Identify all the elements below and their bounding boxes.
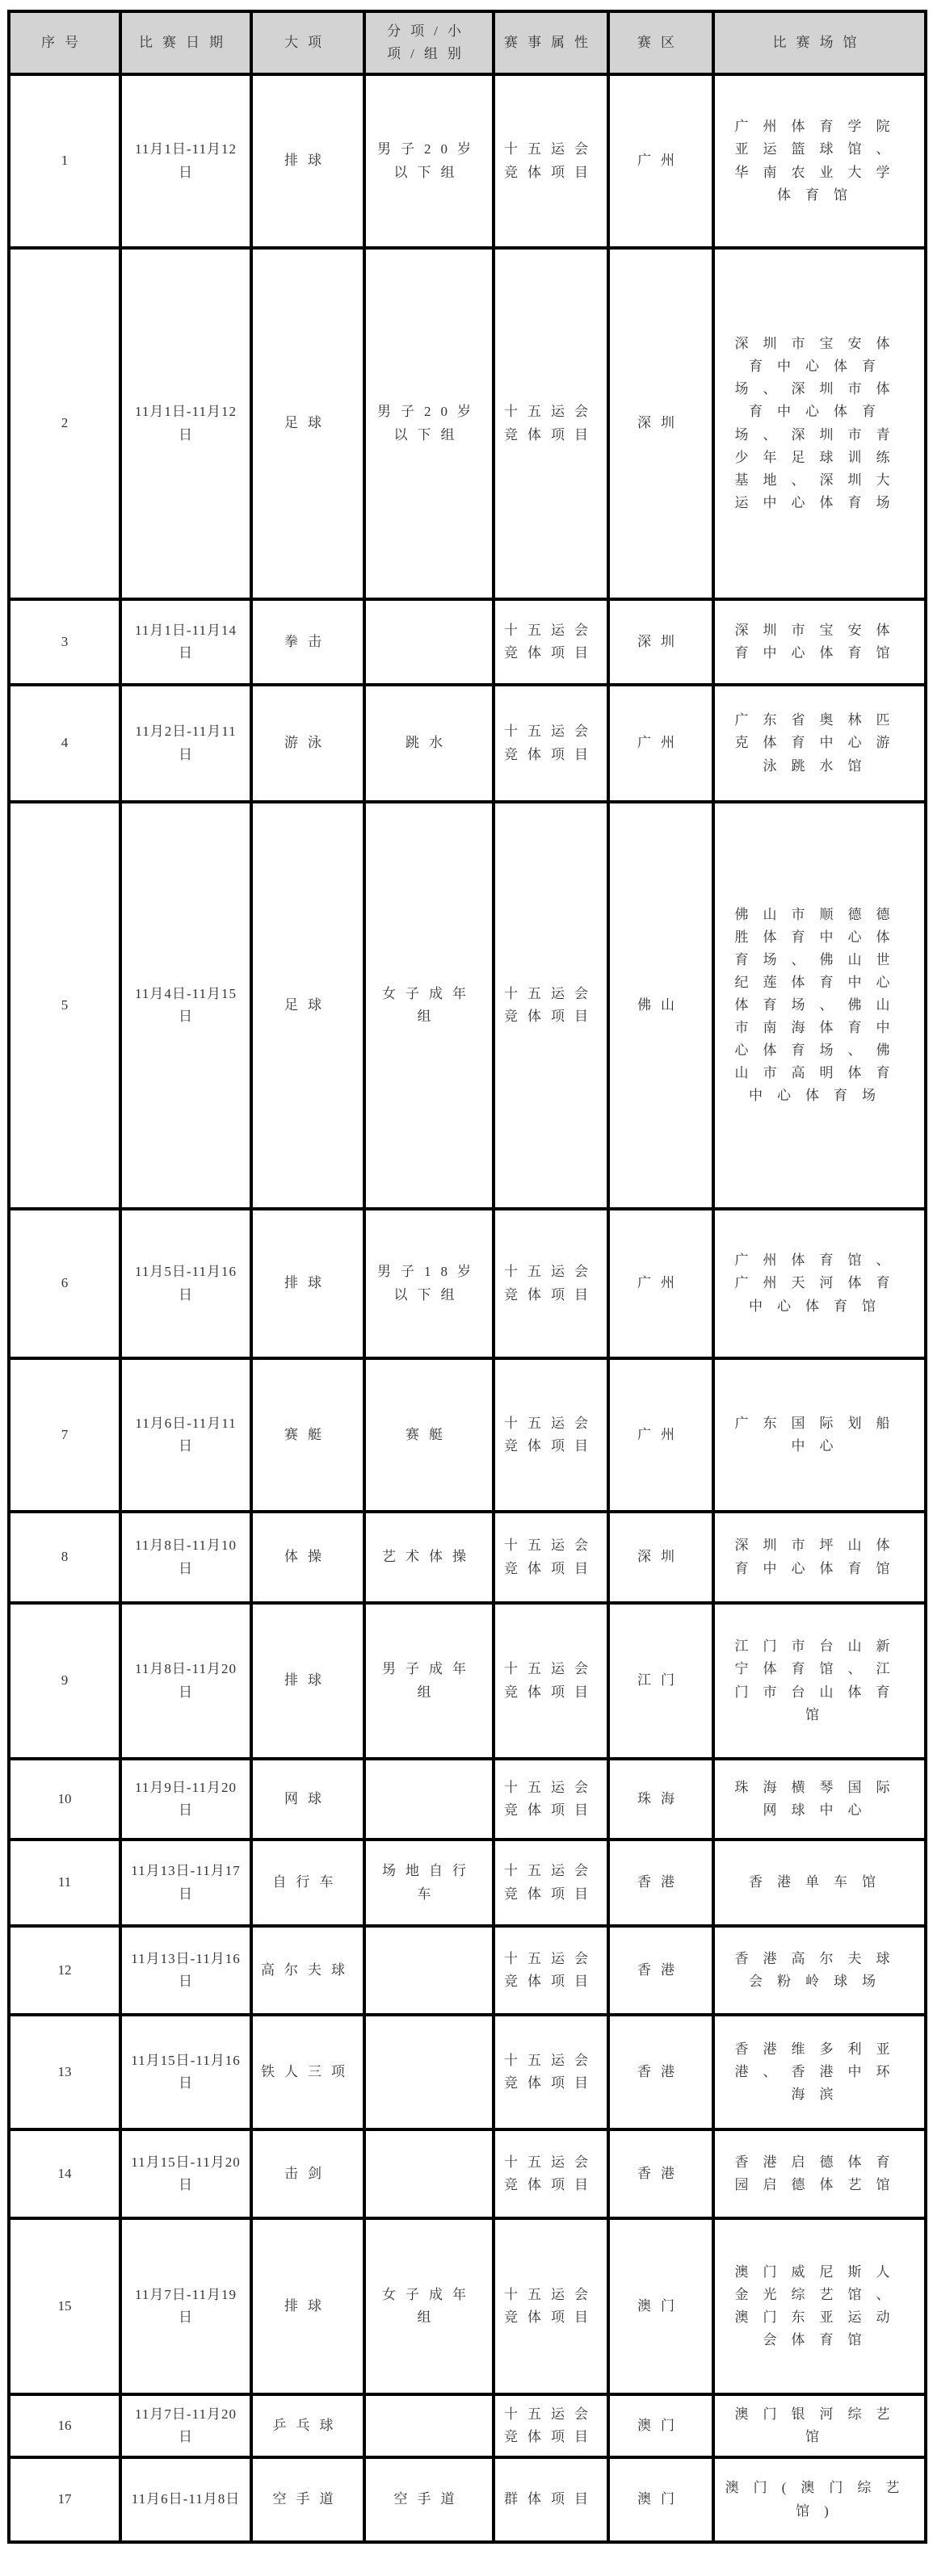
table-row	[9, 2129, 926, 2218]
cell-zone: 深圳	[608, 599, 713, 685]
cell-attribute: 十五运会竞体项目	[494, 1759, 608, 1840]
column-header-number: 序号	[9, 11, 120, 74]
cell-attribute: 十五运会竞体项目	[494, 1209, 608, 1358]
cell-attribute: 十五运会竞体项目	[494, 2129, 608, 2218]
column-header-attribute: 赛事属性	[494, 11, 608, 74]
table-row	[9, 599, 926, 685]
cell-venue: 佛山市顺德德胜体育中心体育场、佛山世纪莲体育中心体育场、佛山市南海体育中心体育场、佛山市高明体育中心体育场	[713, 802, 926, 1209]
cell-group: 场地自行车	[364, 1840, 494, 1926]
table-row	[9, 2394, 926, 2457]
table-row	[9, 74, 926, 248]
cell-zone: 香港	[608, 2015, 713, 2129]
cell-attribute: 十五运会竞体项目	[494, 802, 608, 1209]
cell-attribute: 十五运会竞体项目	[494, 2015, 608, 2129]
cell-number: 6	[9, 1209, 120, 1358]
cell-date: 11月7日-11月19日	[120, 2218, 251, 2394]
cell-number: 1	[9, 74, 120, 248]
table-row	[9, 1759, 926, 1840]
cell-attribute: 十五运会竞体项目	[494, 248, 608, 599]
cell-date: 11月6日-11月11日	[120, 1358, 251, 1512]
cell-venue: 广东国际划船中心	[713, 1358, 926, 1512]
cell-number: 3	[9, 599, 120, 685]
cell-date: 11月1日-11月12日	[120, 74, 251, 248]
cell-sport: 排球	[251, 74, 364, 248]
cell-venue: 深圳市宝安体育中心体育场、深圳市体育中心体育场、深圳市青少年足球训练基地、深圳大运中心体育场	[713, 248, 926, 599]
cell-sport: 赛艇	[251, 1358, 364, 1512]
cell-number: 5	[9, 802, 120, 1209]
cell-attribute: 十五运会竞体项目	[494, 685, 608, 802]
cell-attribute: 十五运会竞体项目	[494, 1840, 608, 1926]
cell-venue: 广东省奥林匹克体育中心游泳跳水馆	[713, 685, 926, 802]
cell-group: 艺术体操	[364, 1512, 494, 1603]
cell-group	[364, 2015, 494, 2129]
cell-attribute: 群体项目	[494, 2457, 608, 2542]
cell-sport: 乒乓球	[251, 2394, 364, 2457]
cell-number: 17	[9, 2457, 120, 2542]
cell-group	[364, 1926, 494, 2015]
cell-zone: 香港	[608, 2129, 713, 2218]
cell-sport: 击剑	[251, 2129, 364, 2218]
table-row	[9, 1209, 926, 1358]
cell-group	[364, 2394, 494, 2457]
column-header-date: 比赛日期	[120, 11, 251, 74]
cell-number: 7	[9, 1358, 120, 1512]
cell-venue: 香港维多利亚港、香港中环海滨	[713, 2015, 926, 2129]
cell-venue: 江门市台山新宁体育馆、江门市台山体育馆	[713, 1603, 926, 1759]
cell-group: 女子成年组	[364, 2218, 494, 2394]
cell-sport: 足球	[251, 248, 364, 599]
table-row	[9, 1926, 926, 2015]
cell-zone: 香港	[608, 1840, 713, 1926]
cell-venue: 广州体育馆、广州天河体育中心体育馆	[713, 1209, 926, 1358]
cell-group	[364, 599, 494, 685]
cell-number: 10	[9, 1759, 120, 1840]
column-header-group: 分项/小项/组别	[364, 11, 494, 74]
cell-sport: 空手道	[251, 2457, 364, 2542]
cell-sport: 自行车	[251, 1840, 364, 1926]
cell-zone: 深圳	[608, 1512, 713, 1603]
cell-number: 4	[9, 685, 120, 802]
cell-date: 11月8日-11月20日	[120, 1603, 251, 1759]
cell-zone: 深圳	[608, 248, 713, 599]
cell-group: 男子成年组	[364, 1603, 494, 1759]
cell-group: 赛艇	[364, 1358, 494, 1512]
cell-venue: 香港高尔夫球会粉岭球场	[713, 1926, 926, 2015]
cell-venue: 澳门银河综艺馆	[713, 2394, 926, 2457]
table-row	[9, 1603, 926, 1759]
cell-number: 15	[9, 2218, 120, 2394]
table-body	[9, 74, 926, 2542]
cell-date: 11月6日-11月8日	[120, 2457, 251, 2542]
cell-attribute: 十五运会竞体项目	[494, 1603, 608, 1759]
cell-date: 11月7日-11月20日	[120, 2394, 251, 2457]
cell-date: 11月13日-11月17日	[120, 1840, 251, 1926]
table-row	[9, 685, 926, 802]
cell-sport: 拳击	[251, 599, 364, 685]
cell-zone: 广州	[608, 74, 713, 248]
cell-attribute: 十五运会竞体项目	[494, 2218, 608, 2394]
cell-group: 女子成年组	[364, 802, 494, 1209]
cell-date: 11月2日-11月11日	[120, 685, 251, 802]
cell-zone: 澳门	[608, 2394, 713, 2457]
cell-date: 11月1日-11月14日	[120, 599, 251, 685]
cell-venue: 珠海横琴国际网球中心	[713, 1759, 926, 1840]
cell-attribute: 十五运会竞体项目	[494, 1512, 608, 1603]
cell-attribute: 十五运会竞体项目	[494, 2394, 608, 2457]
table-row	[9, 2015, 926, 2129]
cell-number: 2	[9, 248, 120, 599]
cell-sport: 铁人三项	[251, 2015, 364, 2129]
table-row	[9, 1840, 926, 1926]
cell-number: 13	[9, 2015, 120, 2129]
cell-group: 男子20岁以下组	[364, 248, 494, 599]
cell-attribute: 十五运会竞体项目	[494, 74, 608, 248]
competition-schedule-table	[7, 10, 927, 2544]
cell-sport: 排球	[251, 1603, 364, 1759]
cell-date: 11月4日-11月15日	[120, 802, 251, 1209]
column-header-venue: 比赛场馆	[713, 11, 926, 74]
cell-zone: 广州	[608, 685, 713, 802]
cell-date: 11月15日-11月20日	[120, 2129, 251, 2218]
column-header-sport: 大项	[251, 11, 364, 74]
cell-group	[364, 1759, 494, 1840]
cell-group	[364, 2129, 494, 2218]
column-header-zone: 赛区	[608, 11, 713, 74]
cell-date: 11月13日-11月16日	[120, 1926, 251, 2015]
table-header-row	[9, 11, 926, 74]
table-row	[9, 1512, 926, 1603]
cell-venue: 澳门威尼斯人金光综艺馆、澳门东亚运动会体育馆	[713, 2218, 926, 2394]
cell-sport: 足球	[251, 802, 364, 1209]
table-row	[9, 248, 926, 599]
cell-sport: 高尔夫球	[251, 1926, 364, 2015]
cell-sport: 游泳	[251, 685, 364, 802]
cell-number: 9	[9, 1603, 120, 1759]
cell-group: 男子18岁以下组	[364, 1209, 494, 1358]
table-row	[9, 802, 926, 1209]
cell-zone: 香港	[608, 1926, 713, 2015]
cell-sport: 网球	[251, 1759, 364, 1840]
cell-zone: 广州	[608, 1209, 713, 1358]
cell-date: 11月15日-11月16日	[120, 2015, 251, 2129]
cell-date: 11月1日-11月12日	[120, 248, 251, 599]
cell-attribute: 十五运会竞体项目	[494, 1926, 608, 2015]
cell-number: 8	[9, 1512, 120, 1603]
cell-date: 11月8日-11月10日	[120, 1512, 251, 1603]
cell-sport: 排球	[251, 1209, 364, 1358]
cell-venue: 深圳市宝安体育中心体育馆	[713, 599, 926, 685]
table-row	[9, 1358, 926, 1512]
table-row	[9, 2218, 926, 2394]
cell-zone: 江门	[608, 1603, 713, 1759]
cell-venue: 澳门(澳门综艺馆)	[713, 2457, 926, 2542]
cell-venue: 香港启德体育园启德体艺馆	[713, 2129, 926, 2218]
cell-attribute: 十五运会竞体项目	[494, 1358, 608, 1512]
cell-zone: 佛山	[608, 802, 713, 1209]
cell-date: 11月5日-11月16日	[120, 1209, 251, 1358]
cell-number: 16	[9, 2394, 120, 2457]
cell-number: 11	[9, 1840, 120, 1926]
cell-zone: 珠海	[608, 1759, 713, 1840]
table-row	[9, 2457, 926, 2542]
cell-zone: 澳门	[608, 2218, 713, 2394]
cell-zone: 澳门	[608, 2457, 713, 2542]
cell-group: 男子20岁以下组	[364, 74, 494, 248]
cell-group: 跳水	[364, 685, 494, 802]
cell-zone: 广州	[608, 1358, 713, 1512]
cell-sport: 体操	[251, 1512, 364, 1603]
cell-venue: 深圳市坪山体育中心体育馆	[713, 1512, 926, 1603]
cell-venue: 香港单车馆	[713, 1840, 926, 1926]
cell-attribute: 十五运会竞体项目	[494, 599, 608, 685]
cell-number: 12	[9, 1926, 120, 2015]
cell-number: 14	[9, 2129, 120, 2218]
cell-venue: 广州体育学院亚运篮球馆、华南农业大学体育馆	[713, 74, 926, 248]
cell-date: 11月9日-11月20日	[120, 1759, 251, 1840]
cell-group: 空手道	[364, 2457, 494, 2542]
cell-sport: 排球	[251, 2218, 364, 2394]
